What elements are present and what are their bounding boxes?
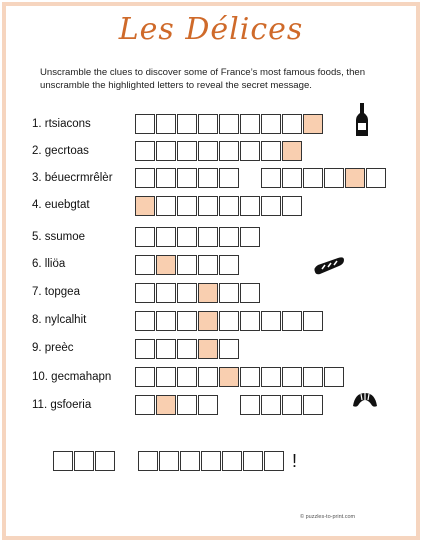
clue-label: 3. béuecrmrêlèr (32, 172, 113, 184)
letter-box[interactable] (156, 367, 176, 387)
letter-box[interactable] (303, 311, 323, 331)
letter-box[interactable] (135, 168, 155, 188)
highlighted-letter-box[interactable] (135, 196, 155, 216)
letter-box[interactable] (219, 196, 239, 216)
highlighted-letter-box[interactable] (156, 395, 176, 415)
letter-box[interactable] (261, 311, 281, 331)
letter-box[interactable] (219, 168, 239, 188)
letter-box[interactable] (240, 227, 260, 247)
highlighted-letter-box[interactable] (219, 367, 239, 387)
letter-box[interactable] (261, 168, 281, 188)
letter-box[interactable] (219, 255, 239, 275)
letter-box[interactable] (201, 451, 221, 471)
highlighted-letter-box[interactable] (345, 168, 365, 188)
letter-box[interactable] (219, 311, 239, 331)
copyright-credit: © puzzles-to-print.com (300, 514, 356, 520)
letter-box[interactable] (138, 451, 158, 471)
letter-box[interactable] (198, 141, 218, 161)
highlighted-letter-box[interactable] (282, 141, 302, 161)
answer-grid-4 (135, 196, 303, 216)
letter-box[interactable] (177, 227, 197, 247)
croissant-icon (351, 390, 379, 410)
letter-box[interactable] (156, 196, 176, 216)
answer-grid-3a (135, 168, 240, 188)
letter-box[interactable] (177, 168, 197, 188)
page-title: Les Délices (118, 12, 304, 47)
clue-label: 1. rtsiacons (32, 118, 91, 130)
letter-box[interactable] (261, 141, 281, 161)
highlighted-letter-box[interactable] (156, 255, 176, 275)
letter-box[interactable] (177, 395, 197, 415)
clue-label: 2. gecrtoas (32, 145, 89, 157)
letter-box[interactable] (156, 114, 176, 134)
letter-box[interactable] (240, 114, 260, 134)
letter-box[interactable] (219, 141, 239, 161)
exclamation-mark: ! (292, 451, 298, 471)
letter-box[interactable] (303, 367, 323, 387)
letter-box[interactable] (219, 227, 239, 247)
letter-box[interactable] (95, 451, 115, 471)
letter-box[interactable] (198, 367, 218, 387)
answer-grid-5 (135, 227, 261, 247)
letter-box[interactable] (198, 395, 218, 415)
letter-box[interactable] (177, 196, 197, 216)
letter-box[interactable] (156, 141, 176, 161)
letter-box[interactable] (177, 283, 197, 303)
letter-box[interactable] (53, 451, 73, 471)
letter-box[interactable] (282, 367, 302, 387)
letter-box[interactable] (177, 114, 197, 134)
answer-grid-1 (135, 114, 324, 134)
letter-box[interactable] (243, 451, 263, 471)
answer-grid-2 (135, 141, 303, 161)
letter-box[interactable] (135, 367, 155, 387)
letter-box[interactable] (198, 168, 218, 188)
letter-box[interactable] (303, 395, 323, 415)
clue-label: 7. topgea (32, 286, 80, 298)
letter-box[interactable] (198, 196, 218, 216)
highlighted-letter-box[interactable] (198, 339, 218, 359)
letter-box[interactable] (156, 283, 176, 303)
letter-box[interactable] (135, 311, 155, 331)
answer-grid-11b (240, 395, 324, 415)
letter-box[interactable] (177, 311, 197, 331)
letter-box[interactable] (180, 451, 200, 471)
clue-label: 10. gecmahapn (32, 371, 112, 383)
letter-box[interactable] (135, 114, 155, 134)
answer-grid-8 (135, 311, 324, 331)
letter-box[interactable] (156, 168, 176, 188)
letter-box[interactable] (198, 255, 218, 275)
answer-grid-6 (135, 255, 240, 275)
letter-box[interactable] (240, 311, 260, 331)
letter-box[interactable] (219, 339, 239, 359)
letter-box[interactable] (324, 168, 344, 188)
letter-box[interactable] (135, 141, 155, 161)
clue-label: 8. nylcalhit (32, 314, 87, 326)
letter-box[interactable] (282, 395, 302, 415)
letter-box[interactable] (240, 367, 260, 387)
secret-grid-word-1 (53, 451, 116, 471)
highlighted-letter-box[interactable] (303, 114, 323, 134)
letter-box[interactable] (222, 451, 242, 471)
letter-box[interactable] (135, 283, 155, 303)
letter-box[interactable] (261, 196, 281, 216)
letter-box[interactable] (156, 339, 176, 359)
letter-box[interactable] (219, 114, 239, 134)
letter-box[interactable] (177, 255, 197, 275)
answer-grid-10 (135, 367, 345, 387)
letter-box[interactable] (282, 168, 302, 188)
letter-box[interactable] (135, 339, 155, 359)
answer-grid-9 (135, 339, 240, 359)
letter-box[interactable] (135, 255, 155, 275)
baguette-icon (312, 256, 346, 276)
highlighted-letter-box[interactable] (198, 311, 218, 331)
letter-box[interactable] (261, 114, 281, 134)
clue-label: 6. lliöa (32, 258, 66, 270)
letter-box[interactable] (219, 283, 239, 303)
letter-box[interactable] (198, 227, 218, 247)
secret-grid-word-2 (138, 451, 285, 471)
clue-label: 5. ssumoe (32, 231, 86, 243)
letter-box[interactable] (264, 451, 284, 471)
letter-box[interactable] (240, 141, 260, 161)
wine-bottle-icon (354, 102, 370, 138)
letter-box[interactable] (240, 196, 260, 216)
clue-label: 11. gsfoeria (32, 399, 92, 411)
letter-box[interactable] (324, 367, 344, 387)
letter-box[interactable] (303, 168, 323, 188)
answer-grid-7 (135, 283, 261, 303)
letter-box[interactable] (261, 367, 281, 387)
letter-box[interactable] (366, 168, 386, 188)
letter-box[interactable] (156, 311, 176, 331)
letter-box[interactable] (135, 395, 155, 415)
clue-label: 9. preèc (32, 342, 74, 354)
letter-box[interactable] (135, 227, 155, 247)
letter-box[interactable] (282, 114, 302, 134)
letter-box[interactable] (177, 141, 197, 161)
letter-box[interactable] (261, 395, 281, 415)
letter-box[interactable] (159, 451, 179, 471)
letter-box[interactable] (240, 395, 260, 415)
letter-box[interactable] (198, 114, 218, 134)
letter-box[interactable] (177, 367, 197, 387)
answer-grid-11a (135, 395, 219, 415)
instructions: Unscramble the clues to discover some of France’s most famous foods, then unscramble the highlighted letters to reveal the secret message. (40, 67, 366, 91)
letter-box[interactable] (74, 451, 94, 471)
letter-box[interactable] (156, 227, 176, 247)
letter-box[interactable] (282, 196, 302, 216)
highlighted-letter-box[interactable] (198, 283, 218, 303)
letter-box[interactable] (282, 311, 302, 331)
letter-box[interactable] (240, 283, 260, 303)
letter-box[interactable] (177, 339, 197, 359)
answer-grid-3b (261, 168, 387, 188)
clue-label: 4. euebgtat (32, 199, 90, 211)
